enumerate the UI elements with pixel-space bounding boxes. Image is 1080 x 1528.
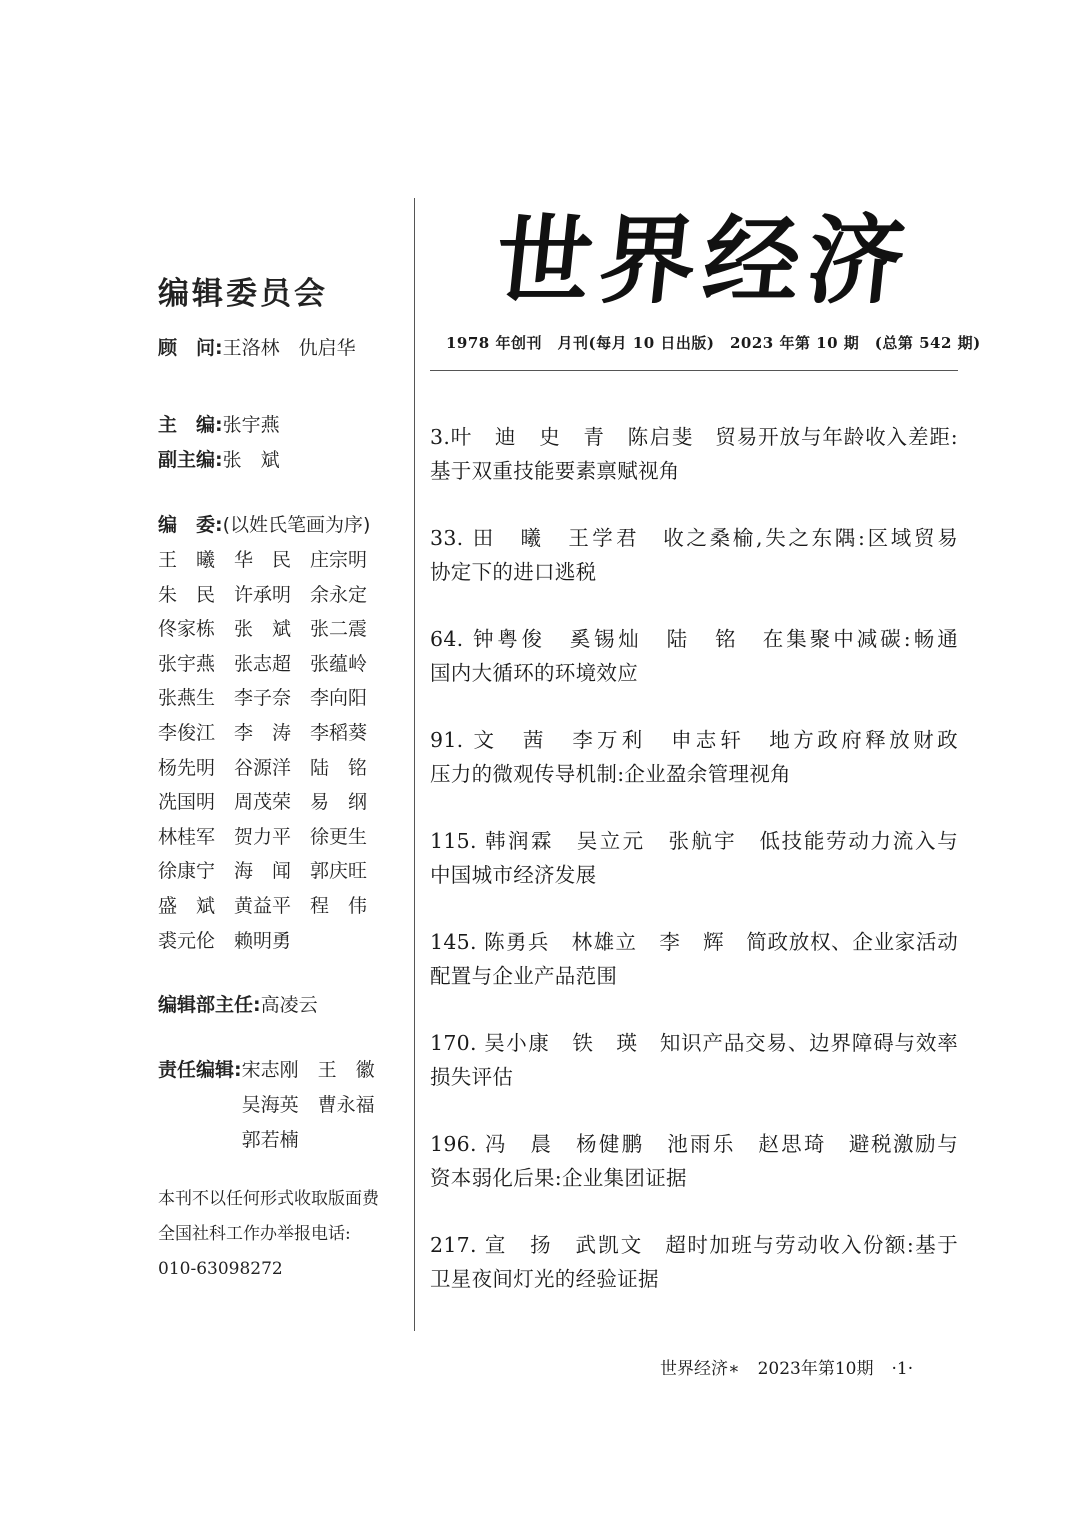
member-name: 张燕生: [158, 687, 216, 710]
column-divider: [414, 198, 415, 1331]
toc-entry[interactable]: [430, 723, 958, 824]
responsible-editors-row: [158, 1053, 403, 1158]
toc-title-continued: 卫星夜间灯光的经验证据: [430, 1267, 659, 1291]
toc-entry[interactable]: [430, 1228, 958, 1329]
member-name: 谷源洋: [234, 756, 292, 779]
toc-entry[interactable]: [430, 622, 958, 723]
toc-authors: 宣 扬 武凯文: [484, 1233, 644, 1257]
member-name: 裘元伦: [158, 929, 216, 952]
member-name: 李俊江: [158, 721, 216, 744]
responsible-editor-name: 曹永福: [317, 1094, 375, 1117]
member-name: 朱 民: [158, 583, 216, 606]
toc-title-continued: 国内大循环的环境效应: [430, 661, 638, 685]
table-of-contents: [430, 420, 958, 1329]
toc-authors: 陈勇兵 林雄立 李 辉: [484, 930, 726, 954]
toc-title: 地方政府释放财政: [769, 728, 958, 752]
member-name: 张 斌: [234, 618, 292, 641]
toc-authors: 吴小康 铁 瑛: [484, 1031, 639, 1055]
member-name: 徐康宁: [158, 860, 216, 883]
toc-title: 知识产品交易、边界障碍与效率: [659, 1031, 958, 1055]
footer-issue: 2023年第10期: [757, 1359, 874, 1379]
toc-authors: 冯 晨 杨健鹏 池雨乐 赵思琦: [484, 1132, 827, 1156]
journal-logo: 世界经济: [490, 204, 918, 317]
toc-authors: 叶 迪 史 青 陈启斐: [450, 425, 694, 449]
toc-title-continued: 压力的微观传导机制:企业盈余管理视角: [430, 762, 791, 786]
toc-authors: 文 茜 李万利 申志轩: [473, 728, 746, 752]
toc-page: 196.: [430, 1132, 477, 1156]
member-name: 李子奈: [234, 687, 292, 710]
member-name: 许承明: [234, 583, 292, 606]
member-name: 林桂军: [158, 825, 216, 848]
toc-title-continued: 资本弱化后果:企业集团证据: [430, 1166, 687, 1190]
toc-title-continued: 基于双重技能要素禀赋视角: [430, 459, 680, 483]
responsible-editor-name: 吴海英: [241, 1094, 299, 1117]
toc-title-continued: 中国城市经济发展: [430, 863, 597, 887]
advisors-row: [158, 331, 403, 366]
toc-entry[interactable]: [430, 824, 958, 925]
member-name: 余永定: [310, 583, 368, 606]
member-name: 盛 斌: [158, 894, 216, 917]
toc-entry[interactable]: [430, 925, 958, 1026]
footer-page-number: ·1·: [891, 1359, 914, 1379]
members-row: [158, 508, 403, 543]
toc-authors: 田 曦 王学君: [472, 526, 641, 550]
toc-entry[interactable]: [430, 1026, 958, 1127]
advisors-names: 王洛林 仇启华: [222, 337, 356, 359]
toc-authors: 钟粤俊 奚锡灿 陆 铭: [473, 627, 740, 651]
toc-title: 在集聚中减碳:畅通: [762, 627, 959, 651]
responsible-editor-name: 宋志刚: [241, 1059, 299, 1082]
members-note: (以姓氏笔画为序): [222, 514, 371, 536]
toc-authors: 韩润霖 吴立元 张航宇: [485, 829, 738, 853]
notice-block: [158, 1182, 403, 1287]
member-name: 佟家栋: [158, 618, 216, 641]
member-name: 贺力平: [234, 825, 292, 848]
deputy-editor-label: 副主编:: [158, 449, 223, 471]
member-name: 程 伟: [310, 894, 368, 917]
member-name: 赖明勇: [234, 929, 292, 952]
members-label: 编 委:: [158, 514, 223, 536]
toc-title: 低技能劳动力流入与: [759, 829, 959, 853]
member-name: 黄益平: [234, 894, 292, 917]
toc-title: 贸易开放与年龄收入差距:: [715, 425, 958, 449]
member-name: 李 涛: [234, 721, 292, 744]
toc-page: 64.: [430, 627, 464, 651]
no-fee-notice: 本刊不以任何形式收取版面费: [158, 1189, 379, 1210]
publication-info: 1978 年创刊 月刊(每月 10 日出版) 2023 年第 10 期 (总第 542 期): [446, 334, 981, 352]
toc-entry[interactable]: [430, 1127, 958, 1228]
masthead-rule: [430, 370, 958, 371]
members-list: [158, 543, 403, 958]
member-name: 冼国明: [158, 791, 216, 814]
editorial-committee: [158, 268, 403, 1287]
advisors-label: 顾 问:: [158, 337, 223, 359]
member-name: 杨先明: [158, 756, 216, 779]
hotline-phone: 010-63098272: [158, 1259, 283, 1280]
toc-title: 避税激励与: [848, 1132, 959, 1156]
chief-editor-name: 张宇燕: [222, 414, 280, 436]
member-name: 张宇燕: [158, 652, 216, 675]
hotline-label: 全国社科工作办举报电话:: [158, 1224, 351, 1245]
member-name: 华 民: [234, 549, 292, 571]
office-director-row: [158, 988, 403, 1023]
toc-title-continued: 配置与企业产品范围: [430, 964, 618, 988]
deputy-editor-row: [158, 443, 403, 478]
toc-page: 170.: [430, 1031, 477, 1055]
member-name: 张二震: [310, 618, 368, 641]
responsible-editors-label: 责任编辑:: [158, 1059, 242, 1082]
toc-page: 91.: [430, 728, 464, 752]
deputy-editor-name: 张 斌: [222, 449, 280, 471]
toc-page: 3.: [430, 425, 451, 449]
member-name: 张志超: [234, 652, 292, 675]
responsible-editors-list: [242, 1053, 398, 1158]
toc-title: 简政放权、企业家活动: [746, 930, 958, 954]
toc-title: 超时加班与劳动收入份额:基于: [665, 1233, 959, 1257]
toc-page: 217.: [430, 1233, 477, 1257]
responsible-editor-name: 王 徽: [317, 1059, 375, 1082]
member-name: 海 闻: [234, 860, 292, 883]
toc-title: 收之桑榆,失之东隅:区域贸易: [663, 526, 958, 550]
member-name: 陆 铭: [310, 756, 368, 779]
masthead: [430, 196, 981, 358]
office-director-name: 高凌云: [260, 994, 318, 1017]
toc-title-continued: 损失评估: [430, 1065, 514, 1089]
committee-title: 编辑委员会: [158, 276, 328, 312]
toc-entry[interactable]: [430, 420, 958, 521]
toc-entry[interactable]: [430, 521, 958, 622]
member-name: 李向阳: [310, 687, 368, 710]
toc-title-continued: 协定下的进口逃税: [430, 560, 597, 584]
member-name: 李稻葵: [310, 721, 368, 744]
toc-page: 115.: [430, 829, 477, 853]
member-name: 易 纲: [310, 791, 368, 814]
member-name: 郭庆旺: [310, 860, 368, 883]
toc-page: 33.: [430, 526, 464, 550]
member-name: 张蕴岭: [310, 652, 368, 675]
member-name: 周茂荣: [234, 791, 292, 814]
responsible-editor-name: 郭若楠: [241, 1129, 299, 1152]
member-name: 庄宗明: [310, 549, 368, 571]
member-name: 徐更生: [310, 825, 368, 848]
chief-editor-label: 主 编:: [158, 414, 223, 436]
page-footer: [660, 1354, 931, 1384]
toc-page: 145.: [430, 930, 477, 954]
footer-journal-name: 世界经济∗: [660, 1359, 740, 1379]
office-director-label: 编辑部主任:: [158, 994, 261, 1017]
member-name: 王 曦: [158, 549, 216, 571]
chief-editor-row: [158, 408, 403, 443]
